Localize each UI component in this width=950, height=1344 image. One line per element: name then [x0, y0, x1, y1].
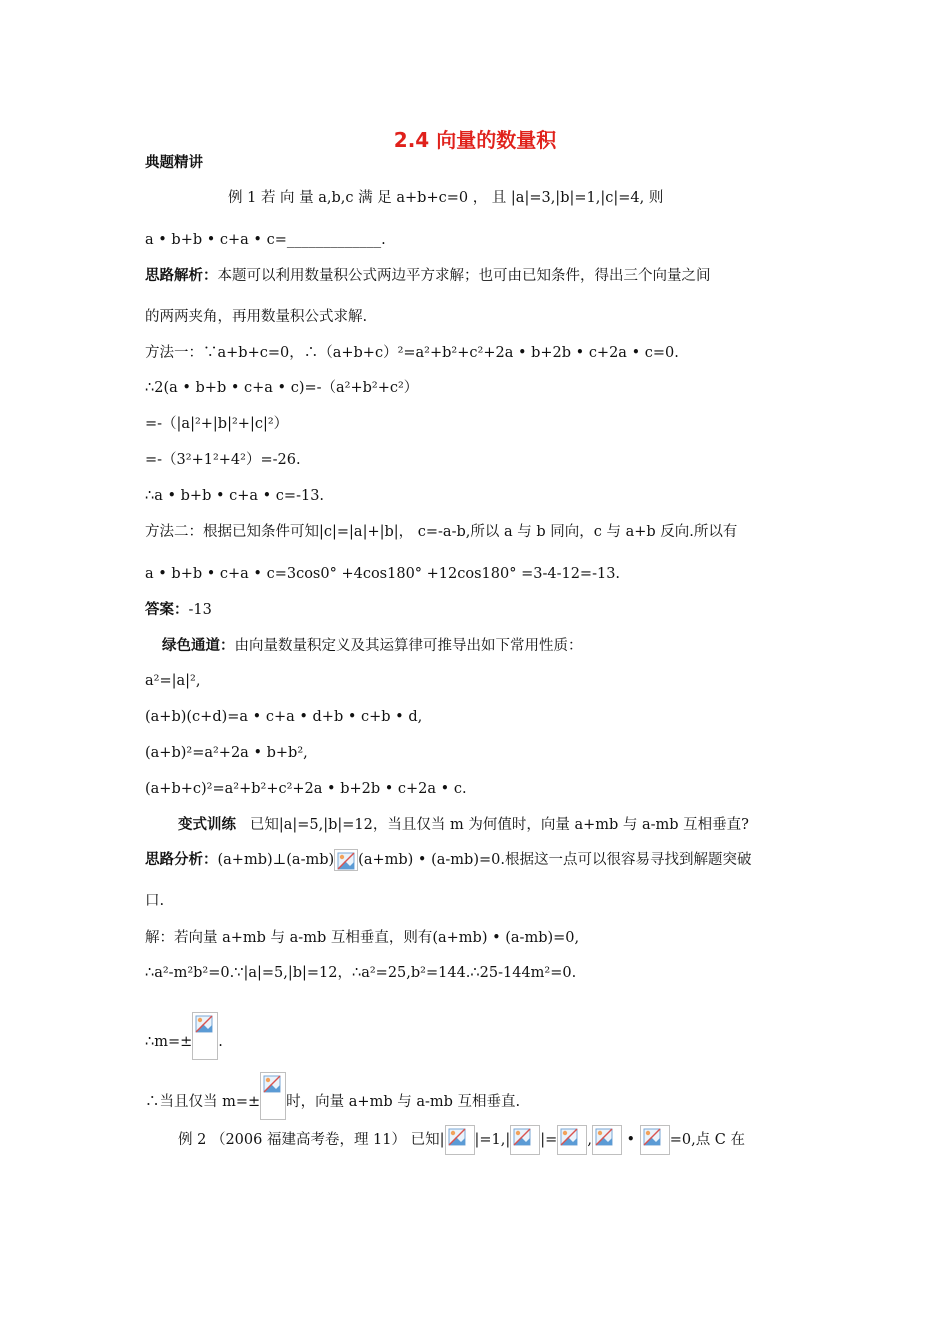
solution-line4: [145, 1072, 520, 1120]
broken-image-icon: [557, 1125, 587, 1155]
method1-line3: =-（|a|²+|b|²+|c|²）: [145, 416, 289, 432]
section-heading: 典题精讲: [145, 155, 203, 171]
example2-text-c: |=: [540, 1132, 558, 1148]
solution3-text-b: .: [218, 1034, 223, 1050]
analysis-line1: [145, 266, 711, 286]
property-4: (a+b+c)²=a²+b²+c²+2a • b+2b • c+2a • c.: [145, 781, 467, 797]
analysis2-label: 思路分析：: [145, 852, 218, 868]
method2-line1: 方法二：根据已知条件可知|c|=|a|+|b|， c=-a-b,所以 a 与 b 同向，c 与 a+b 反向.所以有: [145, 524, 738, 540]
broken-image-icon: [640, 1125, 670, 1155]
variant-training-text: 已知|a|=5,|b|=12，当且仅当 m 为何值时，向量 a+mb 与 a-mb 互相垂直?: [249, 817, 749, 833]
analysis2-line1: [145, 849, 751, 871]
example2-text-d: ,: [587, 1132, 592, 1148]
method1-line4: =-（3²+1²+4²）=-26.: [145, 452, 301, 468]
answer-line: [145, 600, 212, 620]
example2-line1: [178, 1125, 745, 1155]
example1-line2: a • b+b • c+a • c=_____________.: [145, 232, 386, 248]
analysis-label: 思路解析：: [145, 268, 218, 284]
analysis-text: 本题可以利用数量积公式两边平方求解；也可由已知条件，得出三个向量之间: [217, 268, 711, 284]
broken-image-icon: [260, 1072, 286, 1120]
method2-line2: a • b+b • c+a • c=3cos0° +4cos180° +12cos180° =3-4-12=-13.: [145, 566, 621, 582]
analysis-line2: 的两两夹角，再用数量积公式求解.: [145, 309, 368, 325]
green-channel-label: 绿色通道：: [162, 638, 235, 654]
method1-line2: ∴2(a • b+b • c+a • c)=-（a²+b²+c²）: [145, 380, 419, 396]
example2-text-e: •: [621, 1132, 640, 1148]
property-2: (a+b)(c+d)=a • c+a • d+b • c+b • d,: [145, 709, 423, 725]
method1-line5: ∴a • b+b • c+a • c=-13.: [145, 488, 325, 504]
property-1: a²=|a|²,: [145, 673, 201, 689]
example2-text-f: =0,点 C 在: [669, 1132, 746, 1148]
example2-text-a: 例 2 （2006 福建高考卷，理 11） 已知|: [178, 1132, 445, 1148]
variant-training-line: [178, 815, 749, 835]
green-channel-text: 由向量数量积定义及其运算律可推导出如下常用性质：: [234, 638, 583, 654]
analysis2-text-b: (a+mb) • (a-mb)=0.根据这一点可以很容易寻找到解题突破: [358, 852, 752, 868]
analysis2-text-a: (a+mb)⊥(a-mb): [217, 852, 335, 868]
broken-image-icon: [445, 1125, 475, 1155]
broken-image-icon: [510, 1125, 540, 1155]
example2-text-b: |=1,|: [474, 1132, 511, 1148]
solution4-text-b: 时，向量 a+mb 与 a-mb 互相垂直.: [286, 1094, 521, 1110]
method1-line1: 方法一：∵a+b+c=0，∴（a+b+c）²=a²+b²+c²+2a • b+2b • c+2a • c=0.: [145, 345, 679, 361]
broken-image-icon: [592, 1125, 622, 1155]
solution-line1: 解：若向量 a+mb 与 a-mb 互相垂直，则有(a+mb) • (a-mb)=0,: [145, 930, 580, 946]
green-channel-line: [162, 636, 583, 656]
solution4-text-a: ∴当且仅当 m=±: [145, 1094, 261, 1110]
broken-image-icon: [334, 849, 358, 871]
page-title: 2.4 向量的数量积: [393, 128, 557, 152]
solution-line2: ∴a²-m²b²=0.∵|a|=5,|b|=12，∴a²=25,b²=144.∴25-144m²=0.: [145, 965, 577, 981]
variant-training-label: 变式训练: [178, 817, 236, 833]
broken-image-icon: [192, 1012, 218, 1060]
example1-line1: 例 1 若 向 量 a,b,c 满 足 a+b+c=0 ， 且 |a|=3,|b|=1,|c|=4, 则: [228, 190, 664, 206]
solution-line3: [145, 1012, 223, 1060]
property-3: (a+b)²=a²+2a • b+b²,: [145, 745, 308, 761]
solution3-text-a: ∴m=±: [145, 1034, 193, 1050]
analysis2-line2: 口.: [145, 893, 165, 909]
answer-label: 答案：: [145, 602, 189, 618]
answer-value: -13: [188, 602, 212, 618]
